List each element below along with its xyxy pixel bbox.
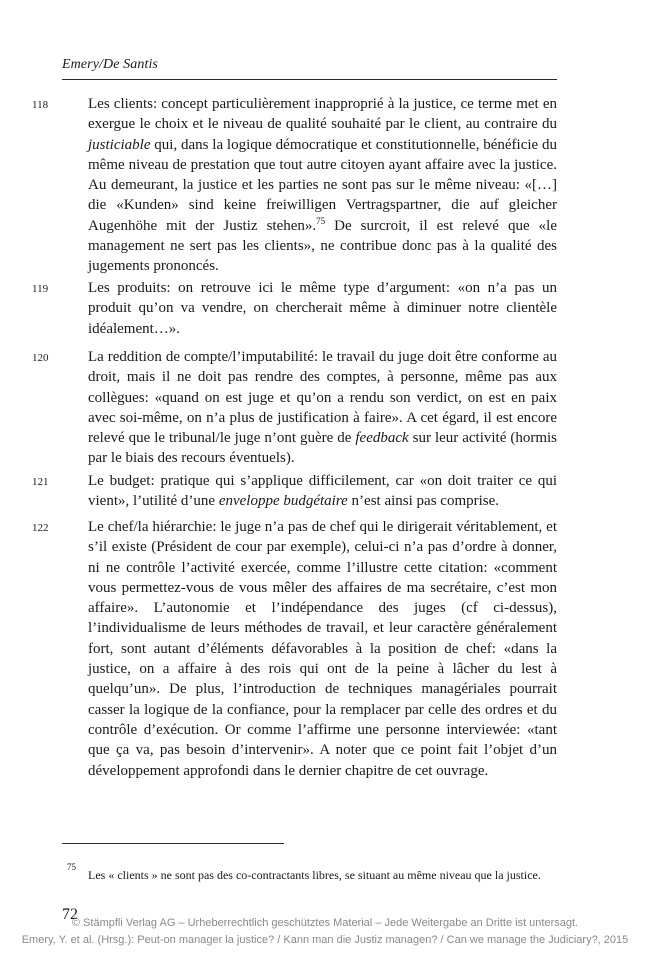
copyright-line-1: © Stämpfli Verlag AG – Urheberrechtlich geschütztes Material – Jede Weitergabe an Dritte ist untersagt. <box>71 917 579 929</box>
italic-term: enveloppe budgétaire <box>218 493 348 510</box>
paragraph-122-text: Le chef/la hiérarchie: le juge n’a pas de chef qui le dirigerait véritablement, et s’il existe (Président de cour par exemple), celui-ci n’a pas d’ordre à donner, ni ne contrôle l’activité exercée, comme l’illustre cette citation: «comment vous permettez-vous de vous mêler des affaires de ma secrétaire, c’est mon affaire». L’autonomie et l’indépendance des juges (cf ci-dessus), l’individualisme de leurs méthodes de travail, et leur caractère généralement fort, sont autant d’éléments défavorables à la position de chef: «dans la justice, on a affaire à des rois qui ont de la peine à lâcher du lest à quelqu’un». De plus, l’introduction de techniques managériales pourrait casser la logique de la confiance, pour la remplacer par celle des ordres et du contrôle d’exécution. Or comme l’affirme une personne interviewée: «tant que ça va, pas besoin d’intervenir». A noter que ce point fait l’objet d’un développement approfondi dans le dernier chapitre de cet ouvrage. <box>88 519 557 779</box>
running-head: Emery/De Santis <box>62 57 158 72</box>
paragraph-119-text: Les produits: on retrouve ici le même type d’argument: «on n’a pas un produit qu’on va vendre, on chercherait même à diminuer notre clientèle idéalement…». <box>88 280 557 337</box>
margin-number-122: 122 <box>32 522 49 534</box>
margin-number-121: 121 <box>32 476 49 488</box>
paragraph-122 <box>88 517 557 781</box>
paragraph-121-text: Le budget: pratique qui s’applique difficilement, car «on doit traiter ce qui vient», l’utilité d’une enveloppe budgétaire n’est ainsi pas comprise. <box>88 473 557 510</box>
margin-number-119: 119 <box>32 283 49 295</box>
paragraph-118-text: Les clients: concept particulièrement inapproprié à la justice, ce terme met en exergue le choix et le niveau de qualité souhaité par le client, au contraire du justiciable qui, dans la logique démocratique et constitutionnelle, bénéficie du même niveau de prestation que tout autre citoyen ayant affaire avec la justice. Au demeurant, la justice et les parties ne sont pas sur le même niveau: «[…] die «Kunden» sind keine freiwilligen Vertragspartner, die auf gleicher Augenhöhe mit der Justiz stehen».$^{75}$ De surcroit, il est relevé que «le management ne sert pas les clients», ne contribue donc pas à la qualité des jugements prononcés. <box>88 96 557 275</box>
footnote-number: 75 <box>67 862 76 872</box>
footnote-reference[interactable]: 75 <box>316 215 326 226</box>
paragraph-120 <box>88 347 557 469</box>
page-number: 72 <box>62 906 78 923</box>
copyright-notice <box>0 915 650 949</box>
header-rule <box>62 79 557 80</box>
italic-term: justiciable <box>88 136 151 153</box>
italic-term: feedback <box>355 430 409 447</box>
paragraph-121 <box>88 471 557 512</box>
paragraph-118 <box>88 94 557 277</box>
copyright-line-2: Emery, Y. et al. (Hrsg.): Peut-on manager la justice? / Kann man die Justiz managen? / Can we manage the Judiciary?, 2015 <box>21 934 629 946</box>
paragraph-120-text: La reddition de compte/l’imputabilité: le travail du juge doit être conforme au droit, mais il ne doit pas rendre des comptes, à personne, même pas aux collègues: «quand on est juge et qu’on a rendu son verdict, on est en paix avec soi-même, on n’a plus de justification à faire». A cet égard, il est encore relevé que le tribunal/le juge n’ont guère de feedback sur leur activité (hormis par le biais des recours éventuels). <box>88 349 557 467</box>
paragraph-119 <box>88 278 557 339</box>
margin-number-120: 120 <box>32 352 49 364</box>
footnote-separator <box>62 843 284 844</box>
margin-number-118: 118 <box>32 99 49 111</box>
footnote-text: Les « clients » ne sont pas des co-contractants libres, se situant au même niveau que la justice. <box>88 868 541 882</box>
